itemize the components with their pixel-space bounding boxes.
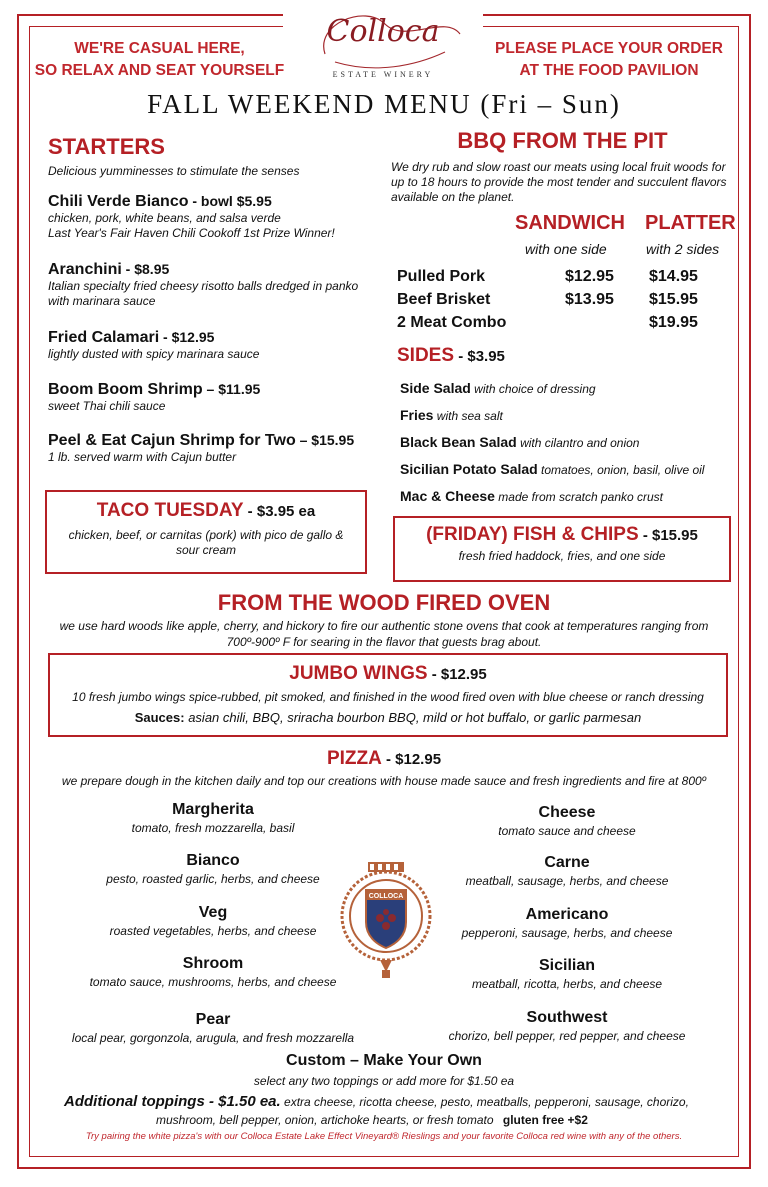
pizza-desc: chorizo, bell pepper, red pepper, and cheese — [448, 1029, 686, 1043]
starter-item — [48, 432, 393, 465]
bbq-row-name: Beef Brisket — [397, 291, 491, 308]
starter-price: – $11.95 — [202, 381, 261, 397]
pizza-name: Shroom — [182, 955, 244, 972]
pizza-name: Carne — [544, 854, 590, 871]
side-desc: with choice of dressing — [470, 382, 596, 396]
pizza-heading: PIZZA — [326, 748, 382, 769]
taco-title: TACO TUESDAY — [96, 500, 244, 521]
toppings-line2-row — [156, 1113, 756, 1127]
pizza-item — [417, 804, 717, 838]
starter-price: - bowl $5.95 — [188, 193, 272, 209]
starter-price: – $15.95 — [295, 432, 355, 448]
starter-price: - $8.95 — [121, 261, 170, 277]
bbq-col-platter-sub: with 2 sides — [646, 241, 720, 257]
winery-logo — [283, 0, 483, 86]
starter-desc2: Last Year's Fair Haven Chili Cookoff 1st Prize Winner! — [48, 226, 335, 240]
pizza-name: Southwest — [526, 1009, 608, 1026]
oven-desc-line1: we use hard woods like apple, cherry, and hickory to fire our authentic stone ovens that cook at temperatures ranging from — [59, 619, 709, 633]
starters-tagline: Delicious yumminesses to stimulate the senses — [48, 164, 300, 178]
pizza-desc: pesto, roasted garlic, herbs, and cheese — [106, 872, 320, 886]
side-desc: with sea salt — [433, 409, 503, 423]
wings-sauces-label: Sauces: — [134, 710, 185, 725]
pizza-desc: roasted vegetables, herbs, and cheese — [109, 924, 317, 938]
pizza-desc: pepperoni, sausage, herbs, and cheese — [461, 926, 673, 940]
pizza-desc: tomato sauce, mushrooms, herbs, and cheese — [89, 975, 337, 989]
toppings-label: Additional toppings - $1.50 ea. — [64, 1093, 281, 1110]
starter-name: Boom Boom Shrimp — [48, 381, 203, 398]
starter-desc: sweet Thai chili sauce — [48, 399, 166, 413]
pizza-item — [63, 852, 363, 886]
pizza-name: Margherita — [172, 801, 254, 818]
wings-price: - $12.95 — [427, 666, 487, 683]
taco-price: - $3.95 ea — [243, 503, 316, 520]
wings-desc: 10 fresh jumbo wings spice-rubbed, pit smoked, and finished in the wood fired oven with blue cheese or ranch dressing — [72, 690, 704, 704]
pizza-desc: we prepare dough in the kitchen daily and top our creations with house made sauce and fresh ingredients and fire at 800º — [61, 774, 707, 788]
side-item — [400, 434, 639, 450]
fish-price: - $15.95 — [638, 527, 698, 544]
pizza-item — [63, 904, 363, 938]
starter-item — [48, 193, 388, 241]
side-item — [400, 407, 503, 423]
taco-desc: chicken, beef, or carnitas (pork) with pico de gallo & sour cream — [68, 528, 344, 557]
toppings-line1: extra cheese, ricotta cheese, pesto, meatballs, pepperoni, sausage, chorizo, — [280, 1095, 689, 1109]
side-name: Side Salad — [400, 380, 471, 396]
side-item — [400, 380, 596, 396]
taco-tuesday-box — [45, 490, 367, 574]
header-left-line1: WE'RE CASUAL HERE, — [74, 40, 245, 57]
gluten-free-badge: gluten free +$2 — [502, 1113, 588, 1127]
fish-chips-box — [393, 516, 731, 582]
starter-desc: lightly dusted with spicy marinara sauce — [48, 347, 260, 361]
pizza-item — [417, 906, 717, 940]
pizza-item — [417, 1009, 717, 1043]
side-item — [400, 461, 704, 477]
starter-desc2: with marinara sauce — [48, 294, 156, 308]
starter-name: Fried Calamari — [48, 329, 160, 346]
colloca-crest-icon — [340, 860, 432, 980]
sides-heading-row — [397, 345, 505, 367]
starter-price: - $12.95 — [159, 329, 215, 345]
fish-desc: fresh fried haddock, fries, and one side — [458, 549, 666, 563]
bbq-row-sandwich: $13.95 — [565, 291, 614, 308]
bbq-row-name: 2 Meat Combo — [397, 314, 507, 331]
bbq-desc: We dry rub and slow roast our meats using local fruit woods for up to 18 hours to provide the most tender and succulent flavors available on the planet. — [391, 160, 727, 204]
bbq-heading: BBQ FROM THE PIT — [457, 128, 668, 153]
logo-script: Colloca — [326, 14, 440, 49]
pizza-desc: meatball, sausage, herbs, and cheese — [465, 874, 669, 888]
wings-sauces: asian chili, BBQ, sriracha bourbon BBQ, mild or hot buffalo, or garlic parmesan — [184, 710, 642, 725]
side-item — [400, 488, 663, 504]
pizza-item — [417, 957, 717, 991]
pizza-name: Sicilian — [538, 957, 596, 974]
header-right-line2: AT THE FOOD PAVILION — [519, 62, 699, 79]
bbq-col-platter: PLATTER — [645, 212, 736, 234]
pizza-name: Pear — [195, 1011, 231, 1028]
starter-desc: Italian specialty fried cheesy risotto balls dredged in panko — [48, 279, 359, 293]
sides-heading: SIDES — [397, 345, 455, 366]
starter-item — [48, 381, 388, 414]
pairing-footer: Try pairing the white pizza's with our Colloca Estate Lake Effect Vineyard® Rieslings and your favorite Colloca red wine with any of the others. — [85, 1131, 683, 1142]
header-right-note — [484, 38, 734, 82]
jumbo-wings-box — [48, 653, 728, 737]
bbq-row-name: Pulled Pork — [397, 268, 486, 285]
bbq-row-platter: $14.95 — [649, 268, 698, 285]
starter-name: Aranchini — [48, 261, 122, 278]
pizza-name: Bianco — [186, 852, 240, 869]
oven-heading: FROM THE WOOD FIRED OVEN — [217, 590, 551, 615]
menu-title: FALL WEEKEND MENU (Fri – Sun) — [147, 89, 621, 119]
pizza-item — [63, 955, 363, 989]
starter-item — [48, 261, 388, 309]
starters-heading: STARTERS — [48, 134, 165, 159]
pizza-name: Americano — [525, 906, 609, 923]
oven-desc-line2: 700º-900º F for searing in the flavor that guests brag about. — [226, 635, 542, 649]
header-left-line2: SO RELAX AND SEAT YOURSELF — [34, 62, 285, 79]
bbq-col-sandwich: SANDWICH — [515, 212, 625, 234]
fish-title: (FRIDAY) FISH & CHIPS — [426, 524, 639, 545]
side-desc: made from scratch panko crust — [494, 490, 664, 504]
starter-desc: 1 lb. served warm with Cajun butter — [48, 450, 237, 464]
custom-pizza-title: Custom – Make Your Own — [286, 1052, 482, 1069]
pizza-heading-row — [0, 748, 768, 770]
bbq-row-sandwich: $12.95 — [565, 268, 614, 285]
side-desc: with cilantro and onion — [516, 436, 640, 450]
starter-name: Chili Verde Bianco — [48, 193, 189, 210]
toppings-line2: mushroom, bell pepper, onion, artichoke hearts, or fresh tomato — [156, 1113, 494, 1127]
bbq-row-platter: $15.95 — [649, 291, 698, 308]
pizza-item — [63, 801, 363, 835]
bbq-col-sandwich-sub: with one side — [525, 241, 607, 257]
starter-item — [48, 329, 388, 362]
bbq-row-platter: $19.95 — [649, 314, 698, 331]
pizza-desc: tomato sauce and cheese — [498, 824, 636, 838]
logo-subtitle: ESTATE WINERY — [332, 70, 434, 79]
sides-price: - $3.95 — [454, 348, 505, 365]
pizza-name: Cheese — [538, 804, 596, 821]
side-name: Mac & Cheese — [400, 488, 495, 504]
header-right-line1: PLEASE PLACE YOUR ORDER — [495, 40, 723, 57]
side-name: Fries — [400, 407, 434, 423]
pizza-desc: tomato, fresh mozzarella, basil — [131, 821, 295, 835]
custom-pizza-desc: select any two toppings or add more for $1.50 ea — [253, 1074, 515, 1088]
starter-desc: chicken, pork, white beans, and salsa verde — [48, 211, 281, 225]
pizza-price: - $12.95 — [381, 751, 442, 768]
side-desc: tomatoes, onion, basil, olive oil — [537, 463, 705, 477]
header-left-note — [32, 38, 287, 82]
pizza-item — [417, 854, 717, 888]
starter-name: Peel & Eat Cajun Shrimp for Two — [48, 432, 296, 449]
pizza-desc: local pear, gorgonzola, arugula, and fresh mozzarella — [71, 1031, 355, 1045]
wings-title: JUMBO WINGS — [289, 663, 428, 684]
pizza-item — [63, 1011, 363, 1045]
additional-toppings — [64, 1093, 724, 1110]
crest-label: COLLOCA — [368, 893, 404, 900]
pizza-name: Veg — [198, 904, 228, 921]
side-name: Black Bean Salad — [400, 434, 517, 450]
side-name: Sicilian Potato Salad — [400, 461, 538, 477]
pizza-desc: meatball, ricotta, herbs, and cheese — [471, 977, 663, 991]
